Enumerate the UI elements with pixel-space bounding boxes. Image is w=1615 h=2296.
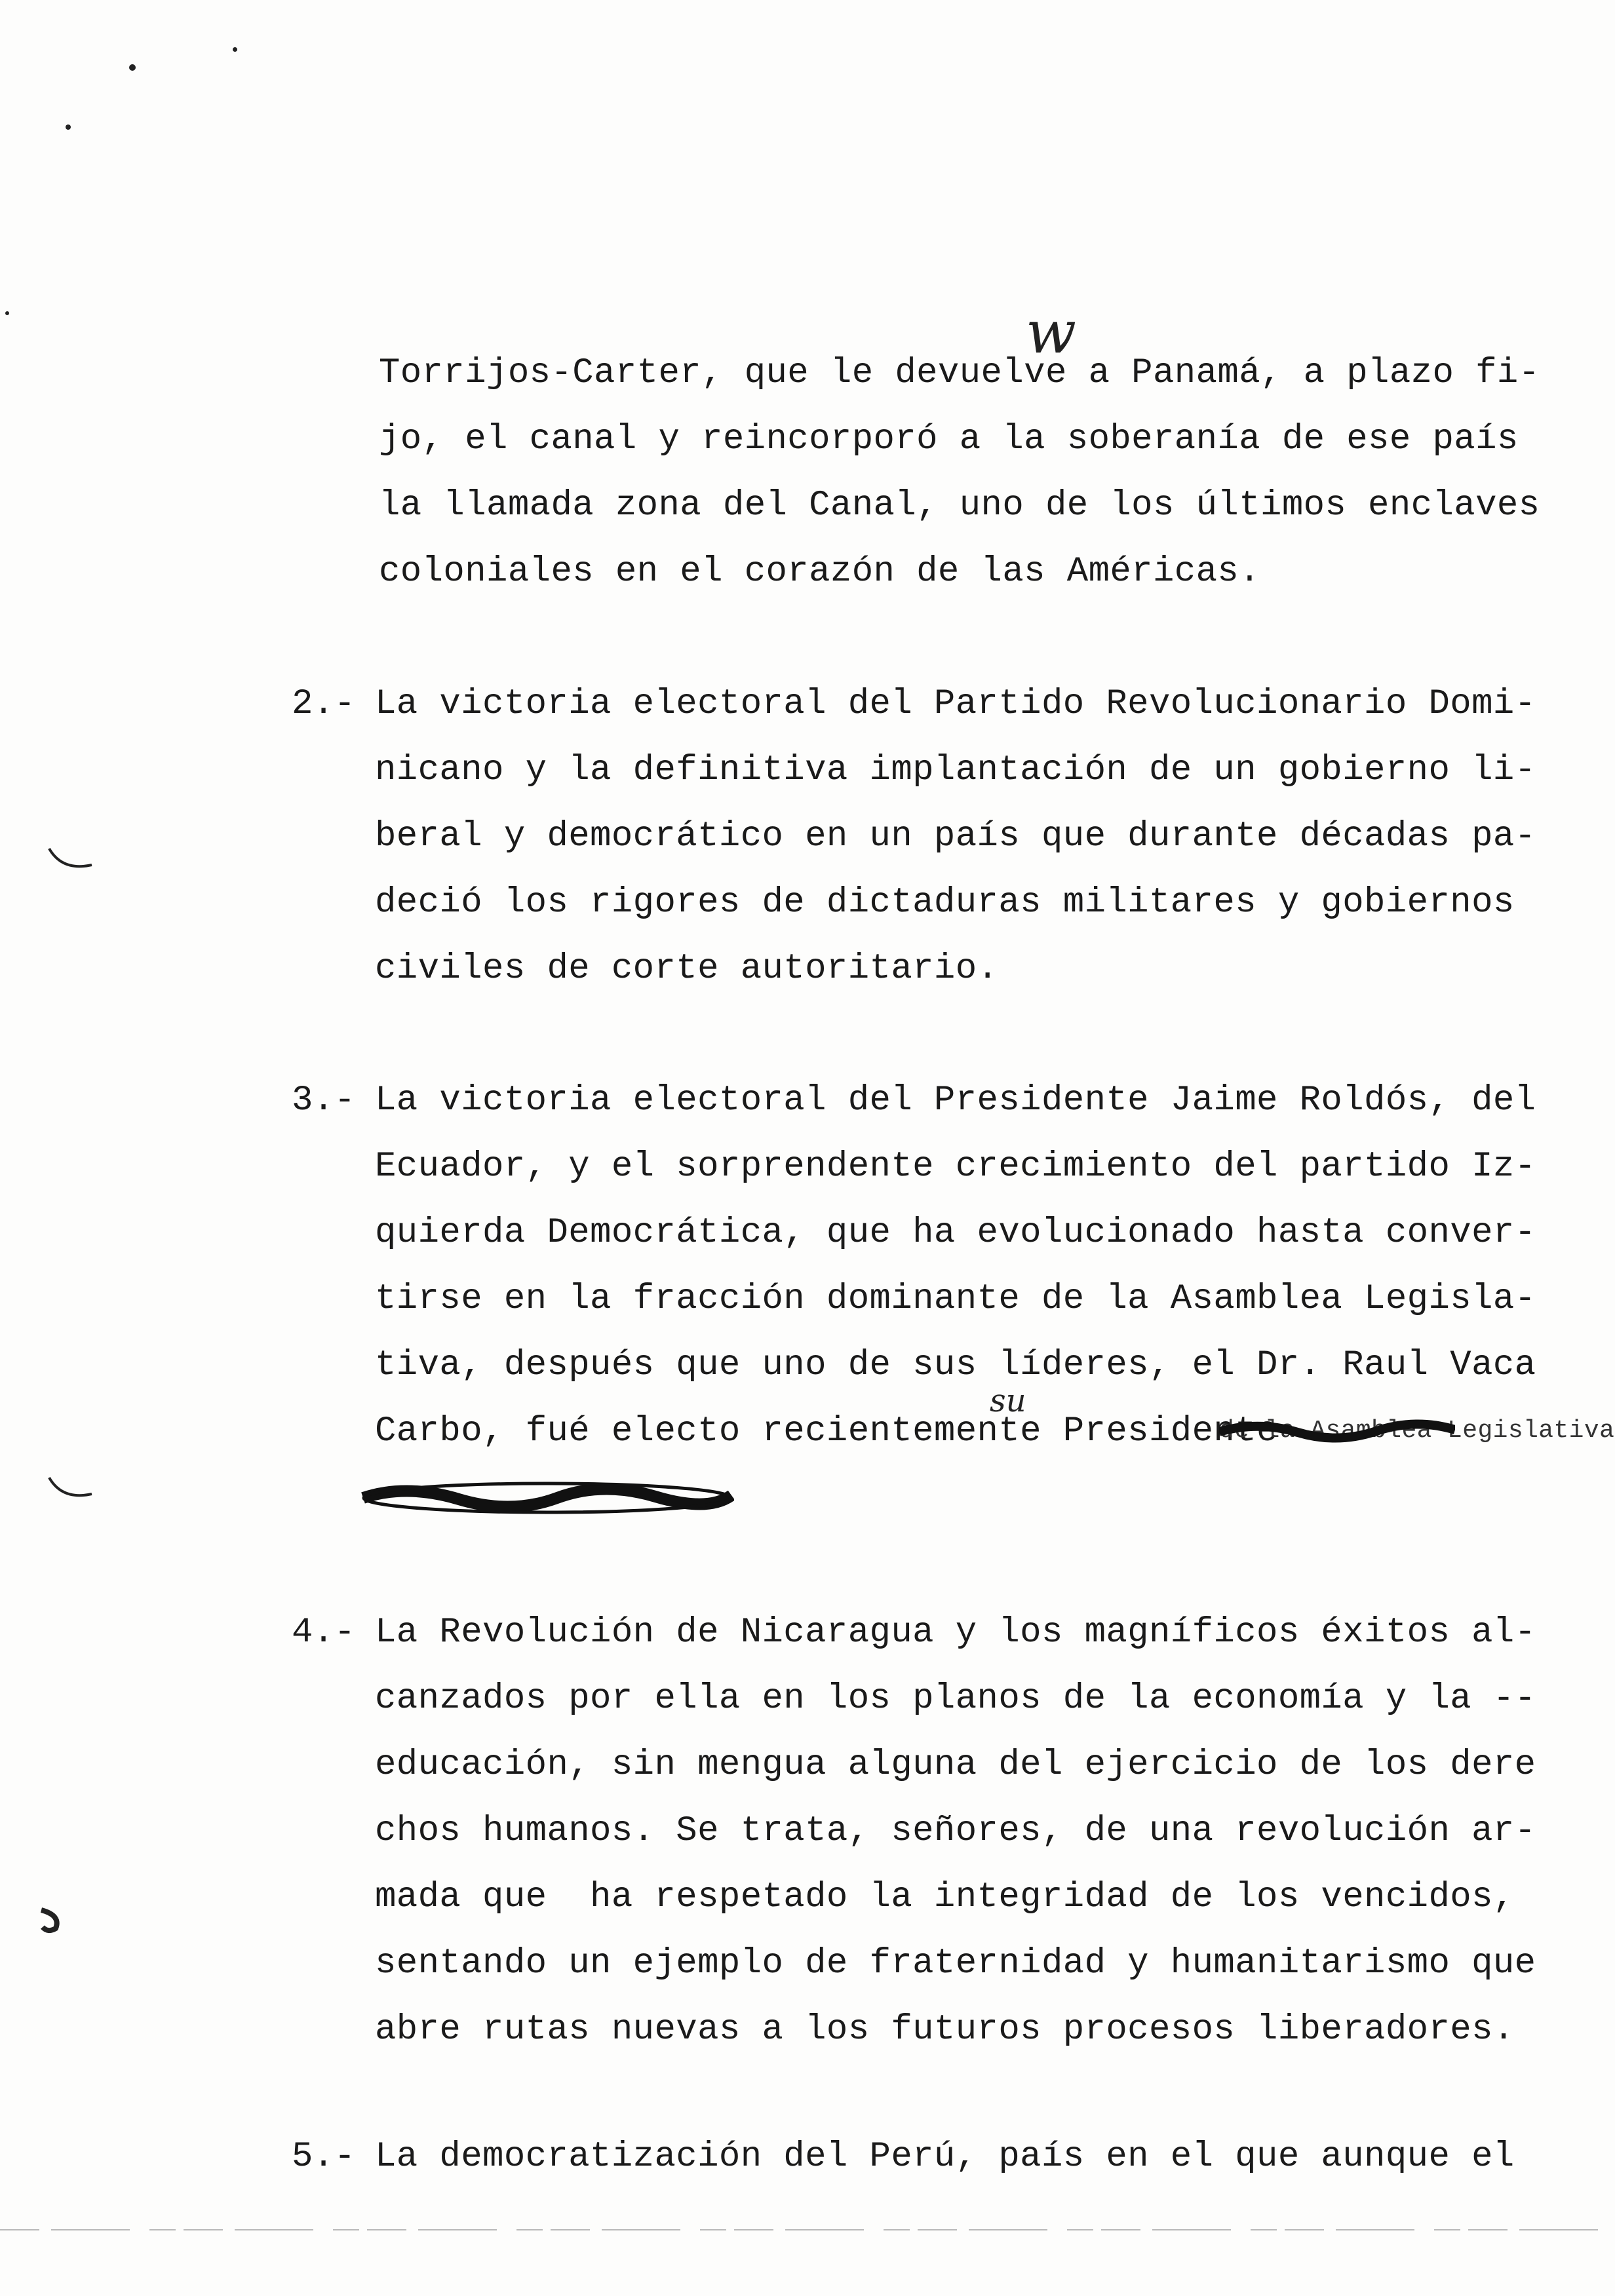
- struck-text: de la Asamblea Legislativa: [1219, 1417, 1615, 1445]
- text-line: jo, el canal y reincorporó a la soberanía de ese país: [379, 419, 1519, 459]
- text-line: chos humanos. Se trata, señores, de una revolución ar-: [375, 1811, 1536, 1851]
- text-line: quierda Democrática, que ha evolucionado hasta conver-: [375, 1213, 1536, 1253]
- text-line: Torrijos-Carter, que le devuelve a Panamá, a plazo fi-: [379, 353, 1540, 393]
- scan-speck: [66, 124, 71, 130]
- item-number: 4.-: [292, 1613, 356, 1653]
- struck-text-continuation: [360, 1480, 734, 1516]
- text-line: abre rutas nuevas a los futuros procesos liberadores.: [375, 2010, 1515, 2050]
- text-line: canzados por ella en los planos de la economía y la --: [375, 1679, 1536, 1719]
- margin-mark: [36, 1904, 75, 1936]
- item-number: 5.-: [292, 2137, 356, 2177]
- item-number: 2.-: [292, 684, 356, 724]
- text-line: civiles de corte autoritario.: [375, 949, 999, 989]
- handwritten-insertion-mark: w: [1026, 298, 1077, 367]
- scan-edge: [0, 2227, 1615, 2233]
- text-line: tirse en la fracción dominante de la Asamblea Legisla-: [375, 1279, 1536, 1319]
- text-line: Ecuador, y el sorprendente crecimiento del partido Iz-: [375, 1147, 1536, 1187]
- text-line: sentando un ejemplo de fraternidad y humanitarismo que: [375, 1943, 1536, 1983]
- scan-speck: [233, 47, 237, 52]
- item-number: 3.-: [292, 1081, 356, 1120]
- text-line: coloniales en el corazón de las Américas.: [379, 552, 1261, 592]
- margin-mark: [46, 845, 98, 878]
- text-line: La Revolución de Nicaragua y los magníficos éxitos al-: [375, 1613, 1536, 1653]
- text-line: Carbo, fué electo recientemente Presidente: [375, 1411, 1278, 1451]
- text-line: deció los rigores de dictaduras militares y gobiernos: [375, 883, 1515, 923]
- scan-speck: [5, 311, 9, 315]
- handwritten-insertion: su: [990, 1383, 1026, 1419]
- text-line: La victoria electoral del Presidente Jaime Roldós, del: [375, 1081, 1536, 1120]
- text-line: educación, sin mengua alguna del ejercicio de los dere: [375, 1745, 1536, 1785]
- margin-mark: [46, 1474, 98, 1507]
- scan-speck: [129, 64, 136, 71]
- text-line: beral y democrático en un país que durante décadas pa-: [375, 816, 1536, 856]
- text-line: tiva, después que uno de sus líderes, el Dr. Raul Vaca: [375, 1345, 1536, 1385]
- text-line: La democratización del Perú, país en el que aunque el: [375, 2137, 1515, 2177]
- text-line: mada que ha respetado la integridad de los vencidos,: [375, 1877, 1515, 1917]
- text-line: nicano y la definitiva implantación de un gobierno li-: [375, 750, 1536, 790]
- text-line: La victoria electoral del Partido Revolucionario Domi-: [375, 684, 1536, 724]
- text-line: la llamada zona del Canal, uno de los últimos enclaves: [379, 486, 1540, 526]
